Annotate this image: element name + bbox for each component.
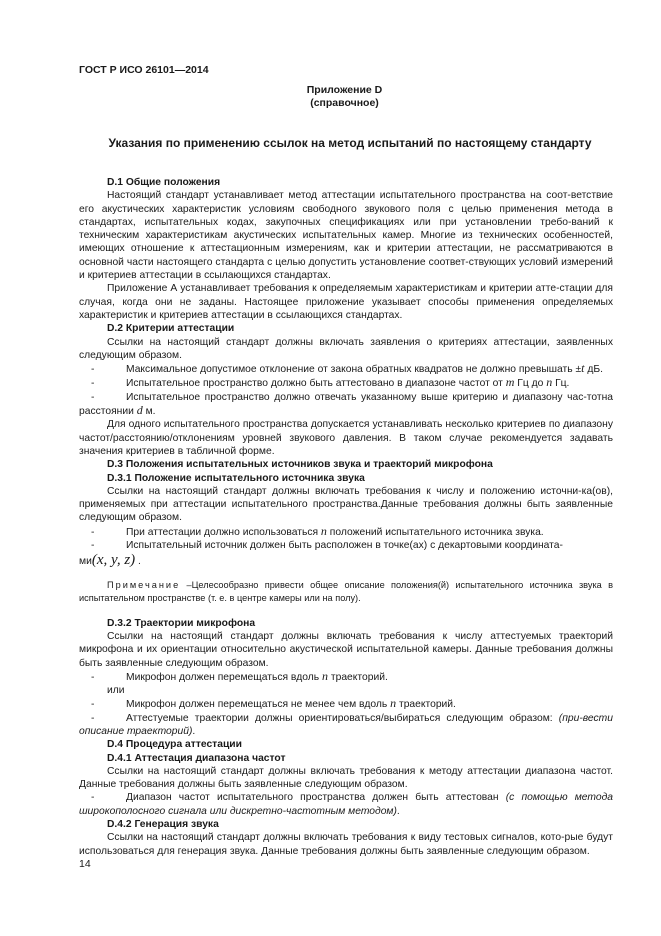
- list-item: - Максимальное допустимое отклонение от закона обратных квадратов не должно превышать ±t дБ.: [91, 361, 603, 376]
- paragraph: или: [107, 685, 125, 697]
- list-item: - Микрофон должен перемещаться вдоль n траекторий.: [91, 668, 388, 683]
- section-heading-d42: D.4.2 Генерация звука: [107, 819, 219, 831]
- appendix-type: (справочное): [310, 97, 379, 109]
- appendix-label: Приложение D: [306, 84, 383, 96]
- list-item: - Испытательное пространство должно быть аттестовано в диапазоне частот от m Гц до n Гц.: [91, 375, 570, 390]
- list-item: - Микрофон должен перемещаться не менее чем вдоль n траекторий.: [91, 696, 456, 711]
- paragraph: ми(x, y, z) .: [79, 552, 141, 569]
- paragraph: Ссылки на настоящий стандарт должны включать требования к методу аттестации диапазона частот. Данные требования должны быть заявленные следующим образом.: [79, 765, 613, 791]
- section-heading-d2: D.2 Критерии аттестации: [107, 323, 235, 335]
- paragraph: Ссылки на настоящий стандарт должны включать требования к виду тестовых сигналов, кото-рые будут использоваться для генерация звука. Данные требования должны быть заявленные следующим образом.: [79, 832, 613, 857]
- paragraph: Ссылки на настоящий стандарт должны включать заявления о критериях аттестации, заявленных следующим образом.: [79, 336, 613, 361]
- section-heading-d32: D.3.2 Траектории микрофона: [107, 617, 256, 629]
- list-item: - Диапазон частот испытательного пространства должен быть аттестован (с помощью метода широкополосного сигнала или дискретно-частотным методом).: [79, 792, 613, 817]
- note: Примечание –Целесообразно привести общее описание положения(й) испытательного источника звука в испытательном пространстве (т. е. в центре камеры или на полу).: [79, 579, 613, 603]
- standard-header: ГОСТ Р ИСО 26101—2014: [79, 64, 209, 76]
- document-body: [79, 176, 613, 858]
- section-heading-d41: D.4.1 Аттестация диапазона частот: [107, 752, 286, 764]
- list-item: - Испытательный источник должен быть расположен в точке(ах) с декартовыми координата-: [91, 540, 563, 552]
- page-number: 14: [79, 858, 91, 870]
- section-heading-d1: D.1 Общие положения: [107, 177, 221, 188]
- section-heading-d3: D.3 Положения испытательных источников звука и траекторий микрофона: [107, 459, 493, 471]
- list-item: - При аттестации должно использоваться n положений испытательного источника звука.: [91, 523, 544, 538]
- list-item: - Аттестуемые траектории должны ориентироваться/выбираться следующим образом: (при-вести описание траекторий).: [79, 712, 613, 737]
- section-heading-d31: D.3.1 Положение испытательного источника звука: [107, 472, 365, 484]
- section-heading-d4: D.4 Процедура аттестации: [107, 739, 242, 751]
- paragraph: Для одного испытательного пространства допускается устанавливать несколько критериев по диапазону частот/расстоянию/отклонениям уровней звукового давления. В таком случае рекомендуется задавать значения критериев в табличной форме.: [79, 419, 613, 457]
- list-item: - Испытательное пространство должно отвечать указанному выше критерию и диапазону час-тотна расстоянии d м.: [79, 391, 613, 418]
- appendix-title: Указания по применению ссылок на метод испытаний по настоящему стандарту: [108, 136, 592, 150]
- paragraph: Настоящий стандарт устанавливает метод аттестации испытательного пространства на соот-ветствие его акустических характеристик условиям свободного звукового поля с целью применения метода в стандартах, испытательных кодах, закупочных спецификациях или при установлении требо-ваний к техническим характеристикам акустических испытательных камер. Многие из технических особенностей, имеющих отношение к аттестационным измерениям, как и критерии аттестации, не рассматриваются в основной части настоящего стандарта с целью допустить установление соответ-ствующих условий измерений и критериев аттестации в ссылающихся стандартах.: [79, 190, 613, 282]
- paragraph: Ссылки на настоящий стандарт должны включать требования к числу и положению источни-ка(ов), применяемых при аттестации испытательного пространства.Данные требования должны быть заявленные следующим образом.: [79, 485, 613, 524]
- paragraph: Ссылки на настоящий стандарт должны включать требования к числу аттестуемых траекторий микрофона и их ориентации относительно акустической испытательной камеры. Данные требования должны быть заявленные следующим образом.: [79, 630, 613, 669]
- paragraph: Приложение А устанавливает требования к определяемым характеристикам и критерии атте-стации для случая, когда они не заданы. Настоящее приложение указывает способы применения определяемых характеристик и критериев аттестации в ссылающихся стандартах.: [79, 283, 613, 321]
